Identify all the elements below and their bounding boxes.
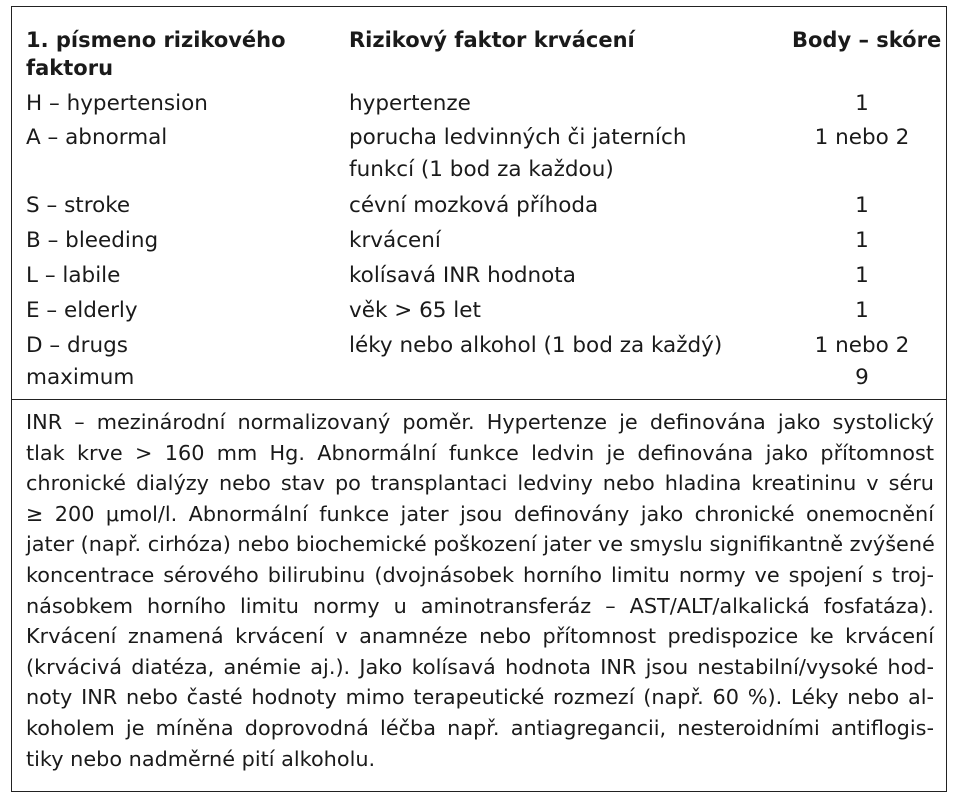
row-letter: D – drugs	[26, 333, 128, 358]
row-score: 1 nebo 2	[814, 333, 910, 358]
row-factor: cévní mozková příhoda	[349, 193, 599, 218]
table-footnote	[26, 407, 934, 774]
table-frame	[11, 6, 947, 792]
row-factor: kolísavá INR hodnota	[349, 263, 576, 288]
footnote-line: koholem je míněna doprovodná léčba např. antiagregancii, nesteroidními antiflogis-	[26, 715, 934, 740]
row-factor: léky nebo alkohol (1 bod za každý)	[349, 333, 723, 358]
has-bled-table	[12, 7, 946, 399]
footnote-line: noty INR nebo časté hodnoty mimo terapeutické rozmezí (např. 60 %). Léky nebo al-	[26, 685, 934, 710]
row-score: 1	[855, 298, 869, 323]
row-factor-line2: funkcí (1 bod za každou)	[349, 157, 614, 182]
footnote-line: chronické dialýzy nebo stav po transplantaci ledviny nebo hladina kreatininu v séru	[26, 471, 934, 496]
header-letter-line1: 1. písmeno rizikového	[26, 28, 286, 52]
row-factor: krvácení	[349, 228, 441, 253]
row-letter: L – labile	[26, 263, 121, 288]
row-factor: porucha ledvinných či jaterních	[349, 125, 687, 150]
header-factor: Rizikový faktor krvácení	[349, 28, 635, 52]
row-score: 1	[855, 91, 869, 116]
footnote-line: tiky nebo nadměrné pití alkoholu.	[26, 746, 376, 771]
row-letter: H – hypertension	[26, 91, 208, 116]
table-divider	[12, 399, 946, 400]
row-factor: věk > 65 let	[349, 298, 481, 323]
footnote-line: koncentrace sérového bilirubinu (dvojnásobek horního limitu normy ve spojení s troj-	[26, 562, 934, 587]
footnote-line: INR – mezinárodní normalizovaný poměr. Hypertenze je definována jako systolický	[26, 410, 934, 434]
row-score: 1	[855, 228, 869, 253]
row-letter: E – elderly	[26, 298, 138, 323]
footnote-line: tlak krve > 160 mm Hg. Abnormální funkce ledvin je definována jako přítomnost	[26, 440, 934, 465]
header-score: Body – skóre	[792, 28, 942, 52]
footnote-line: Krvácení znamená krvácení v anamnéze nebo přítomnost predispozice ke krvácení	[26, 624, 934, 649]
row-letter: S – stroke	[26, 193, 131, 218]
row-factor: hypertenze	[349, 91, 471, 116]
row-score: 1	[855, 263, 869, 288]
footnote-line: jater (např. cirhóza) nebo biochemické poškození jater ve smyslu signifikantně zvýšené	[26, 532, 935, 557]
footnote-line: ≥ 200 μmol/l. Abnormální funkce jater jsou definovány jako chronické onemocnění	[26, 501, 934, 526]
row-letter: B – bleeding	[26, 228, 159, 253]
row-letter: A – abnormal	[26, 125, 168, 150]
row-letter: maximum	[26, 365, 135, 390]
row-score: 1 nebo 2	[814, 125, 910, 150]
row-score: 9	[855, 365, 869, 390]
footnote-line: násobkem horního limitu normy u aminotransferáz – AST/ALT/alkalická fosfatáza).	[26, 593, 934, 618]
footnote-line: (krvácivá diatéza, anémie aj.). Jako kolísavá hodnota INR jsou nestabilní/vysoké hod-	[26, 654, 934, 679]
row-score: 1	[855, 193, 869, 218]
header-letter-line2: faktoru	[26, 56, 114, 80]
